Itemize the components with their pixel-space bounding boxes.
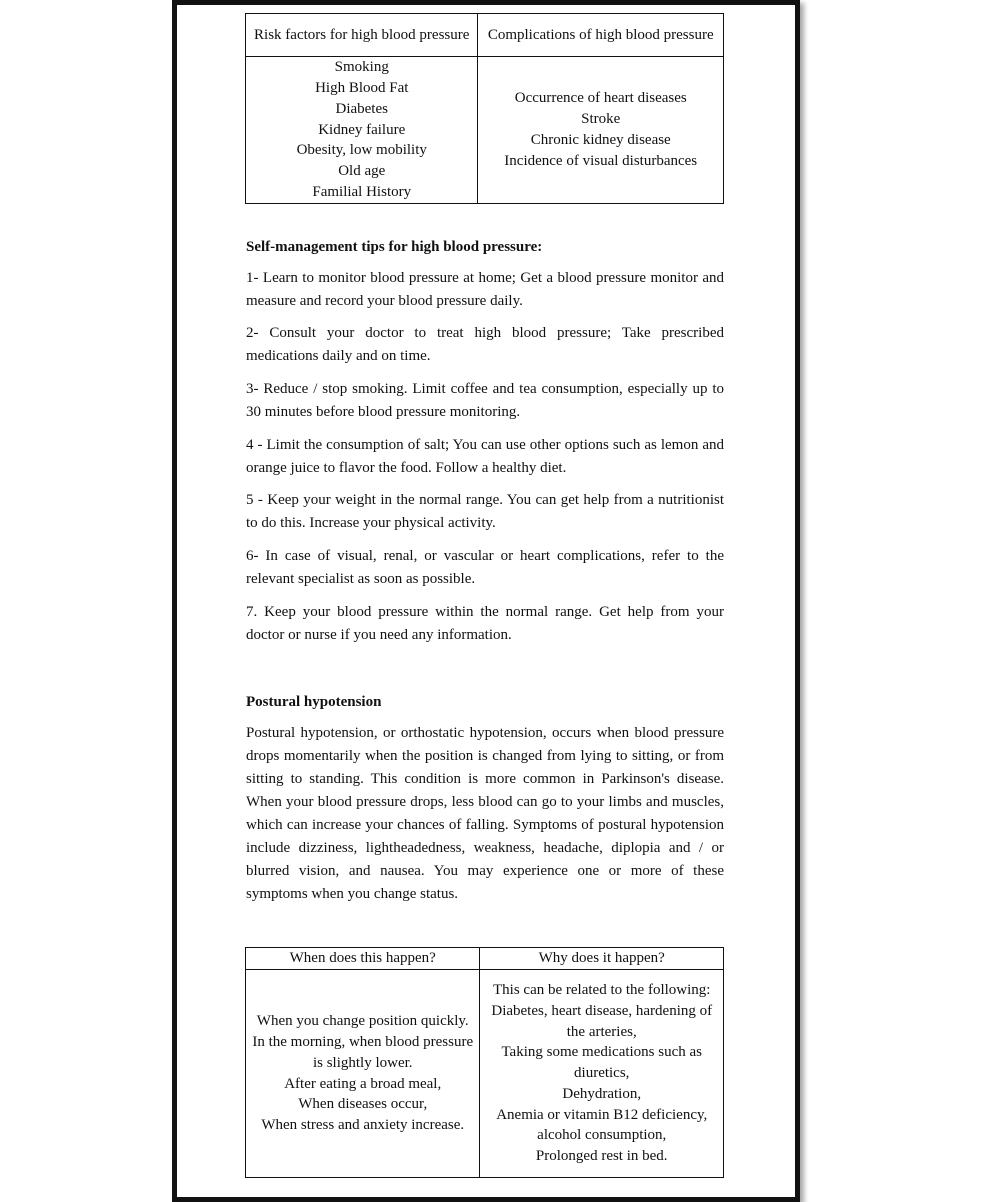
when-why-table xyxy=(245,947,724,1178)
complication-item: Occurrence of heart diseases xyxy=(514,90,687,107)
complication-item: Incidence of visual disturbances xyxy=(504,152,698,169)
risk-factor-item: Smoking xyxy=(334,59,389,76)
when-item: When diseases occur, xyxy=(298,1096,428,1113)
when-item: When you change position quickly. xyxy=(256,1013,469,1030)
risk-complications-table xyxy=(245,13,724,204)
why-item: Dehydration, xyxy=(562,1085,642,1102)
tip-text: 4 - Limit the consumption of salt; You can use other options such as lemon and orange juice to flavor the food. Follow a healthy diet. xyxy=(246,437,724,476)
when-cell xyxy=(246,970,480,1178)
why-item: This can be related to the following: xyxy=(493,981,711,998)
tip-item xyxy=(246,601,724,647)
tip-text: 3- Reduce / stop smoking. Limit coffee and tea consumption, especially up to 30 minutes before blood pressure monitoring. xyxy=(246,381,724,420)
why-item: Taking some medications such as diuretics, xyxy=(501,1044,703,1082)
tip-item xyxy=(246,545,724,591)
complications-cell xyxy=(478,57,724,204)
complication-item: Stroke xyxy=(581,111,621,128)
tip-item xyxy=(246,378,724,424)
risk-factor-item: Obesity, low mobility xyxy=(296,142,427,159)
tip-text: 6- In case of visual, renal, or vascular or heart complications, refer to the relevant specialist as soon as possible. xyxy=(246,548,724,587)
why-cell xyxy=(480,970,724,1178)
risk-factor-item: High Blood Fat xyxy=(315,80,409,96)
postural-description xyxy=(246,722,724,906)
when-header: When does this happen? xyxy=(246,948,480,970)
complication-item: Chronic kidney disease xyxy=(530,132,671,148)
postural-heading: Postural hypotension xyxy=(246,694,382,710)
tip-item xyxy=(246,267,724,313)
risk-factor-item: Kidney failure xyxy=(318,121,406,138)
tips-heading: Self-management tips for high blood pressure: xyxy=(246,239,543,255)
risk-factors-cell xyxy=(246,57,478,204)
tip-text: 5 - Keep your weight in the normal range. You can get help from a nutritionist to do this. Increase your physical activity. xyxy=(246,492,724,531)
when-item: In the morning, when blood pressure is slightly lower. xyxy=(252,1033,474,1071)
risk-factor-item: Diabetes xyxy=(335,100,388,117)
tip-text: 7. Keep your blood pressure within the normal range. Get help from your doctor or nurse if you need any information. xyxy=(246,604,724,643)
tip-text: 2- Consult your doctor to treat high blood pressure; Take prescribed medications daily and on time. xyxy=(246,325,724,364)
when-item: When stress and anxiety increase. xyxy=(261,1117,465,1134)
tips-section-title xyxy=(246,237,724,257)
postural-section-title xyxy=(246,692,724,712)
tip-item xyxy=(246,322,724,368)
why-item: Anemia or vitamin B12 deficiency, alcohol consumption, xyxy=(496,1106,708,1144)
why-header: Why does it happen? xyxy=(480,948,724,970)
risk-factors-header: Risk factors for high blood pressure xyxy=(246,14,478,57)
complications-header: Complications of high blood pressure xyxy=(478,14,724,57)
risk-factor-item: Familial History xyxy=(312,183,412,200)
postural-paragraph: Postural hypotension, or orthostatic hypotension, occurs when blood pressure drops momentarily when the position is changed from lying to sitting, or from sitting to standing. This condition is more common in Parkinson's disease. When your blood pressure drops, less blood can go to your limbs and muscles, which can increase your chances of falling. Symptoms of postural hypotension include dizziness, lightheadedness, weakness, headache, diplopia and / or blurred vision, and nausea. You may experience one or more of these symptoms when you change status. xyxy=(246,725,724,902)
why-item: Prolonged rest in bed. xyxy=(535,1148,668,1165)
tip-item xyxy=(246,434,724,480)
why-item: Diabetes, heart disease, hardening of the arteries, xyxy=(491,1002,713,1040)
when-item: After eating a broad meal, xyxy=(284,1075,442,1092)
tip-item xyxy=(246,489,724,535)
tip-text: 1- Learn to monitor blood pressure at home; Get a blood pressure monitor and measure and record your blood pressure daily. xyxy=(246,270,724,309)
risk-factor-item: Old age xyxy=(338,163,386,180)
